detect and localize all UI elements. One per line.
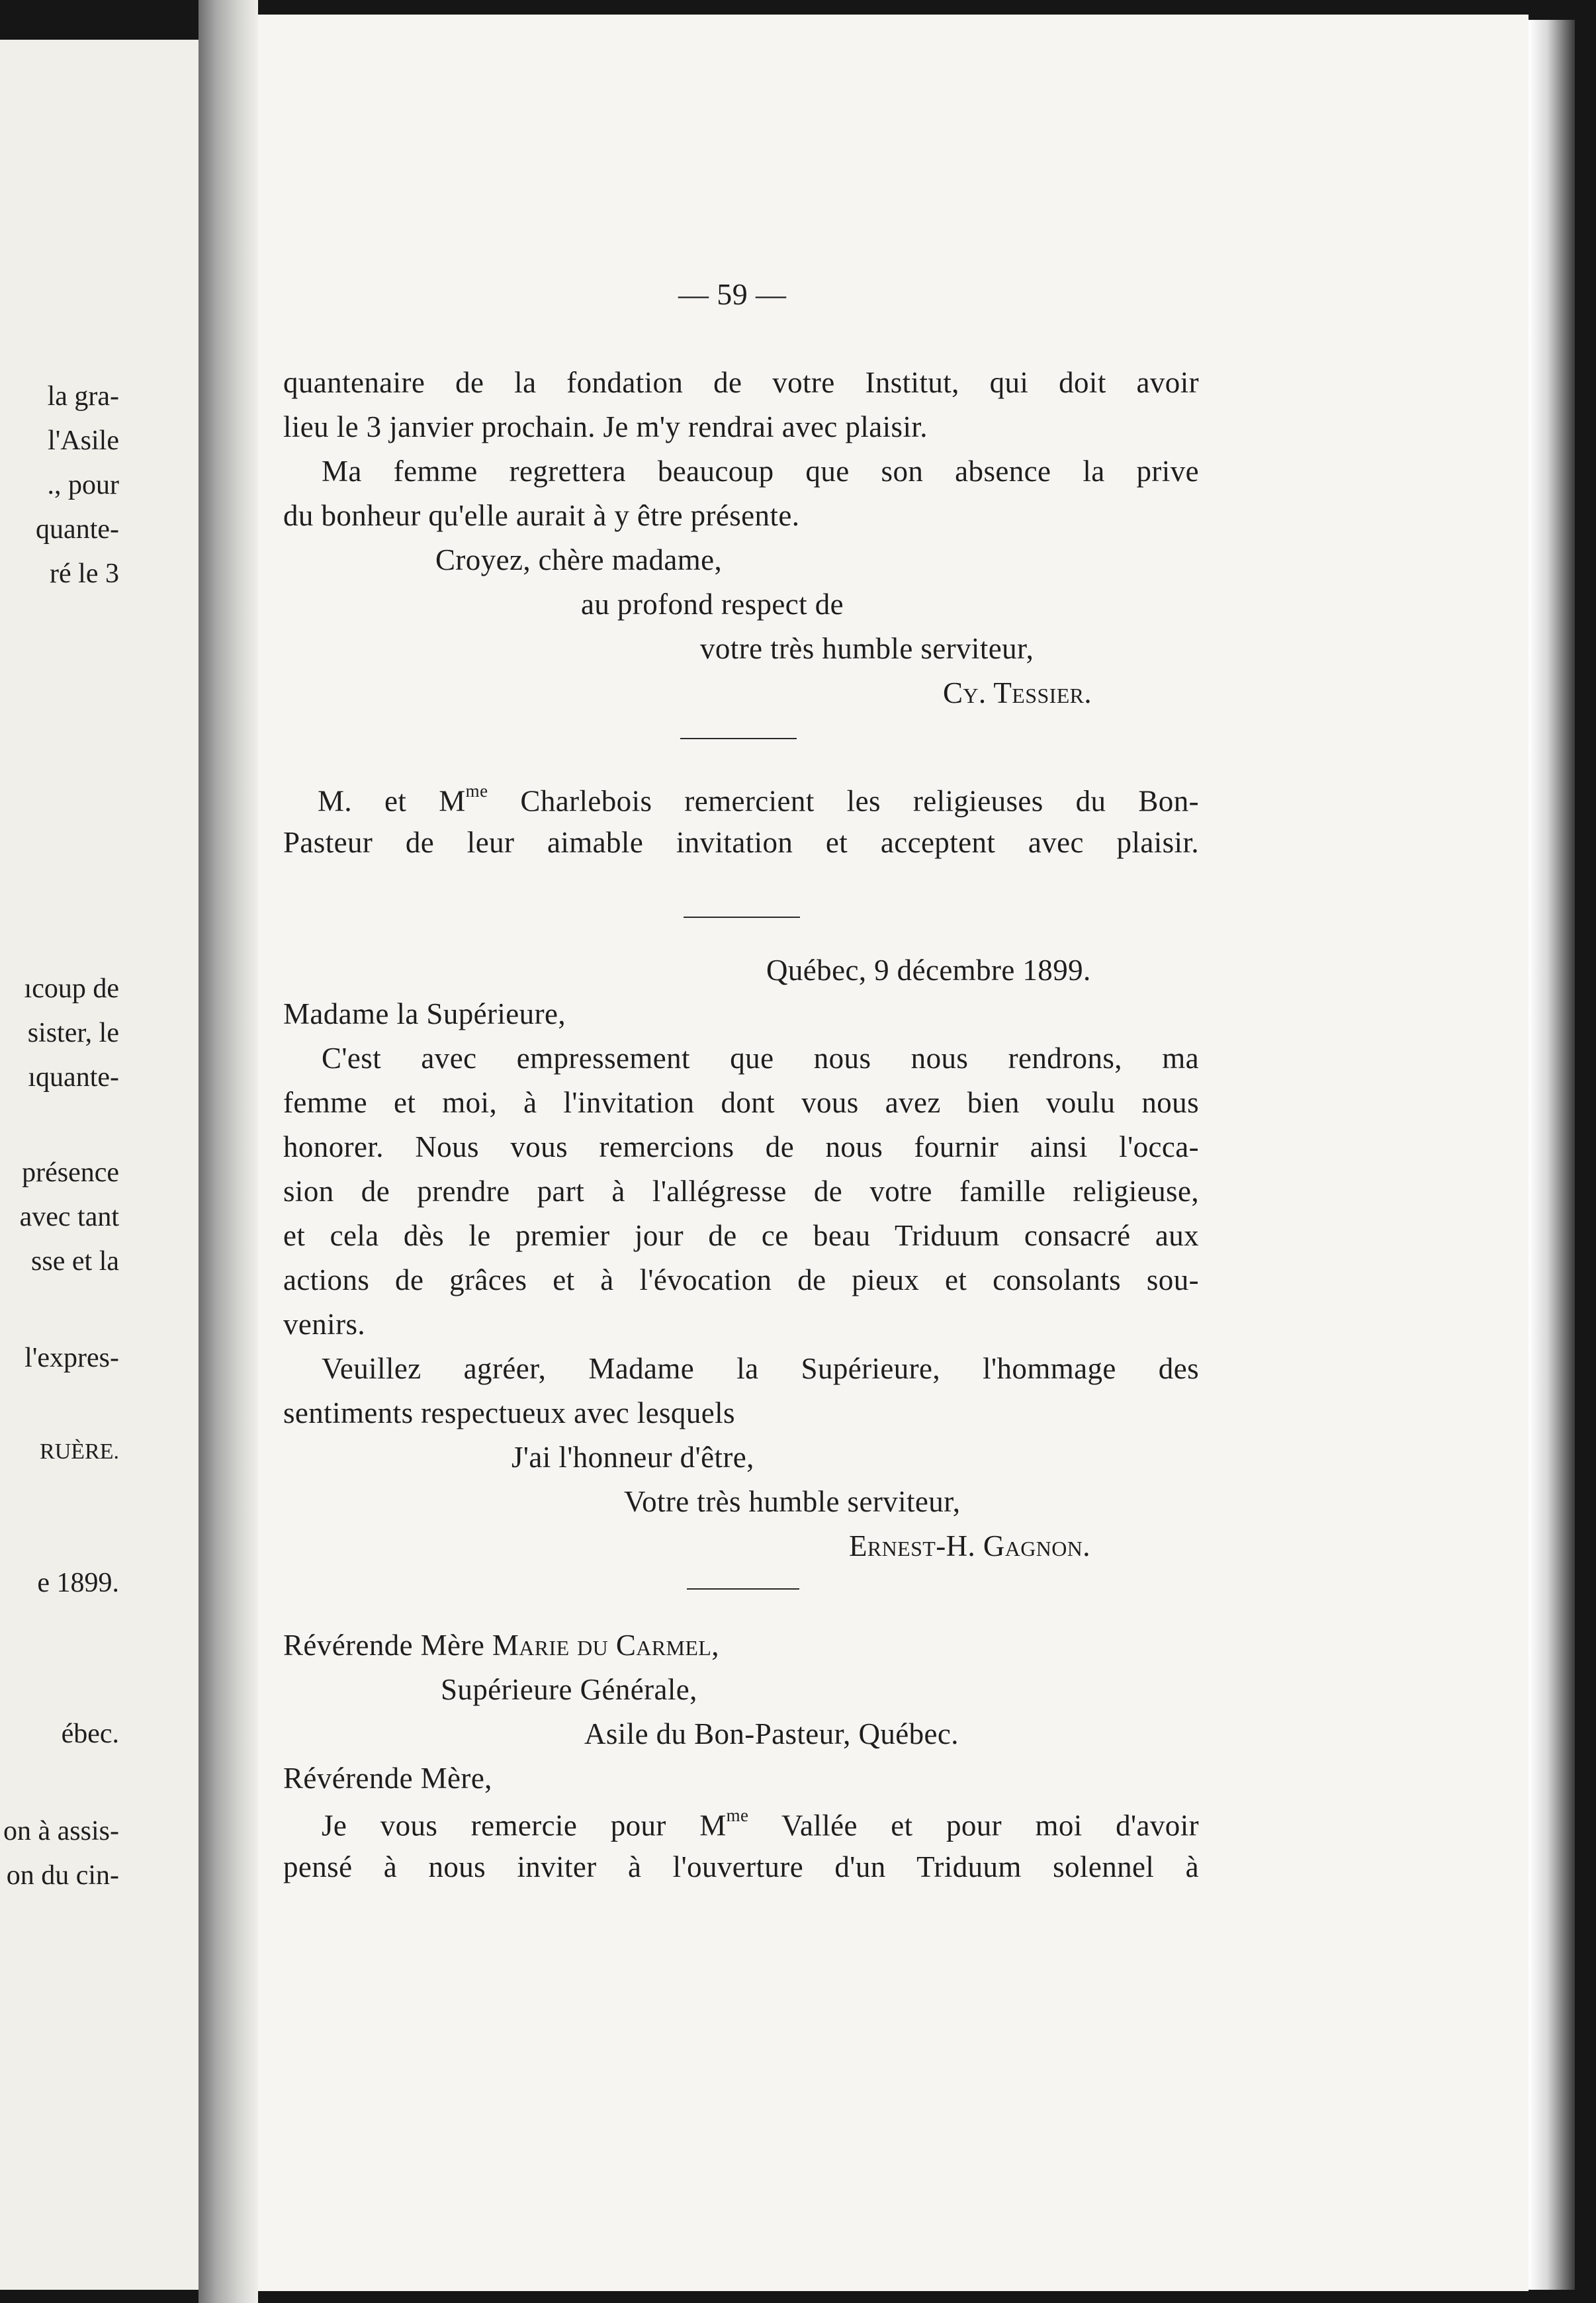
separator-rule (687, 1588, 799, 1590)
left-fragment: sse et la (31, 1246, 119, 1277)
separator-rule (684, 917, 800, 918)
left-fragment: ıquante- (28, 1062, 119, 1093)
left-fragment: ıcoup de (24, 973, 119, 1004)
salutation: Madame la Supérieure, (283, 997, 566, 1030)
left-fragment: l'expres- (24, 1343, 119, 1373)
left-fragment: ., pour (47, 470, 119, 500)
body-line: sentiments respectueux avec lesquels (283, 1396, 735, 1429)
closing-line: Votre très humble serviteur, (624, 1485, 961, 1518)
body-line: Ma femme regrettera beaucoup que son absence la prive (322, 455, 1199, 488)
dateline: Québec, 9 décembre 1899. (766, 954, 1091, 987)
body-line: venirs. (283, 1308, 366, 1341)
body-line: honorer. Nous vous remercions de nous fournir ainsi l'occa- (283, 1130, 1199, 1163)
closing-line: au profond respect de (581, 588, 844, 621)
left-fragment: avec tant (19, 1202, 119, 1232)
left-fragment: sister, le (27, 1018, 119, 1048)
left-fragment: on du cin- (6, 1860, 119, 1891)
closing-line: Croyez, chère madame, (435, 543, 723, 576)
left-fragment: ébec. (61, 1719, 119, 1749)
body-line: et cela dès le premier jour de ce beau Triduum consacré aux (283, 1219, 1199, 1252)
body-line: C'est avec empressement que nous nous rendrons, ma (322, 1042, 1199, 1075)
left-fragment: présence (22, 1157, 119, 1188)
body-line: pensé à nous inviter à l'ouverture d'un Triduum solennel à (283, 1850, 1199, 1883)
closing-line: J'ai l'honneur d'être, (511, 1441, 754, 1474)
body-line: sion de prendre part à l'allégresse de votre famille religieuse, (283, 1175, 1199, 1208)
body-line: femme et moi, à l'invitation dont vous avez bien voulu nous (283, 1086, 1199, 1119)
left-fragment: quante- (36, 514, 119, 545)
body-line: quantenaire de la fondation de votre Institut, qui doit avoir (283, 366, 1199, 399)
body-line: Je vous remercie pour $M^{me}$ Vallée et pour moi d'avoir (322, 1805, 1199, 1842)
left-fragment: ré le 3 (50, 559, 119, 589)
body-line: du bonheur qu'elle aurait à y être présente. (283, 499, 800, 532)
separator-rule (680, 738, 797, 739)
body-line: actions de grâces et à l'évocation de pieux et consolants sou- (283, 1263, 1199, 1296)
page-number: — 59 — (678, 277, 787, 311)
body-line: Pasteur de leur aimable invitation et acceptent avec plaisir. (283, 826, 1199, 859)
salutation: Révérende Mère, (283, 1762, 492, 1795)
body-line: M. et $M^{me}$ Charlebois remercient les religieuses du Bon- (318, 781, 1199, 818)
signature: Ernest-H. Gagnon. (849, 1529, 1090, 1562)
left-fragment: RUÈRE. (40, 1439, 119, 1464)
address-line: Asile du Bon-Pasteur, Québec. (584, 1717, 959, 1750)
closing-line: votre très humble serviteur, (700, 632, 1034, 665)
address-line: Supérieure Générale, (441, 1673, 697, 1706)
body-line: Veuillez agréer, Madame la Supérieure, l'hommage des (322, 1352, 1199, 1385)
left-fragment: on à assis- (3, 1816, 119, 1846)
signature: Cy. Tessier. (943, 676, 1092, 709)
address-line: Révérende Mère Marie du Carmel, (283, 1629, 719, 1662)
left-fragment: l'Asile (48, 426, 119, 456)
left-fragment: e 1899. (37, 1568, 119, 1598)
left-fragment: la gra- (47, 381, 119, 412)
body-line: lieu le 3 janvier prochain. Je m'y rendrai avec plaisir. (283, 410, 928, 443)
